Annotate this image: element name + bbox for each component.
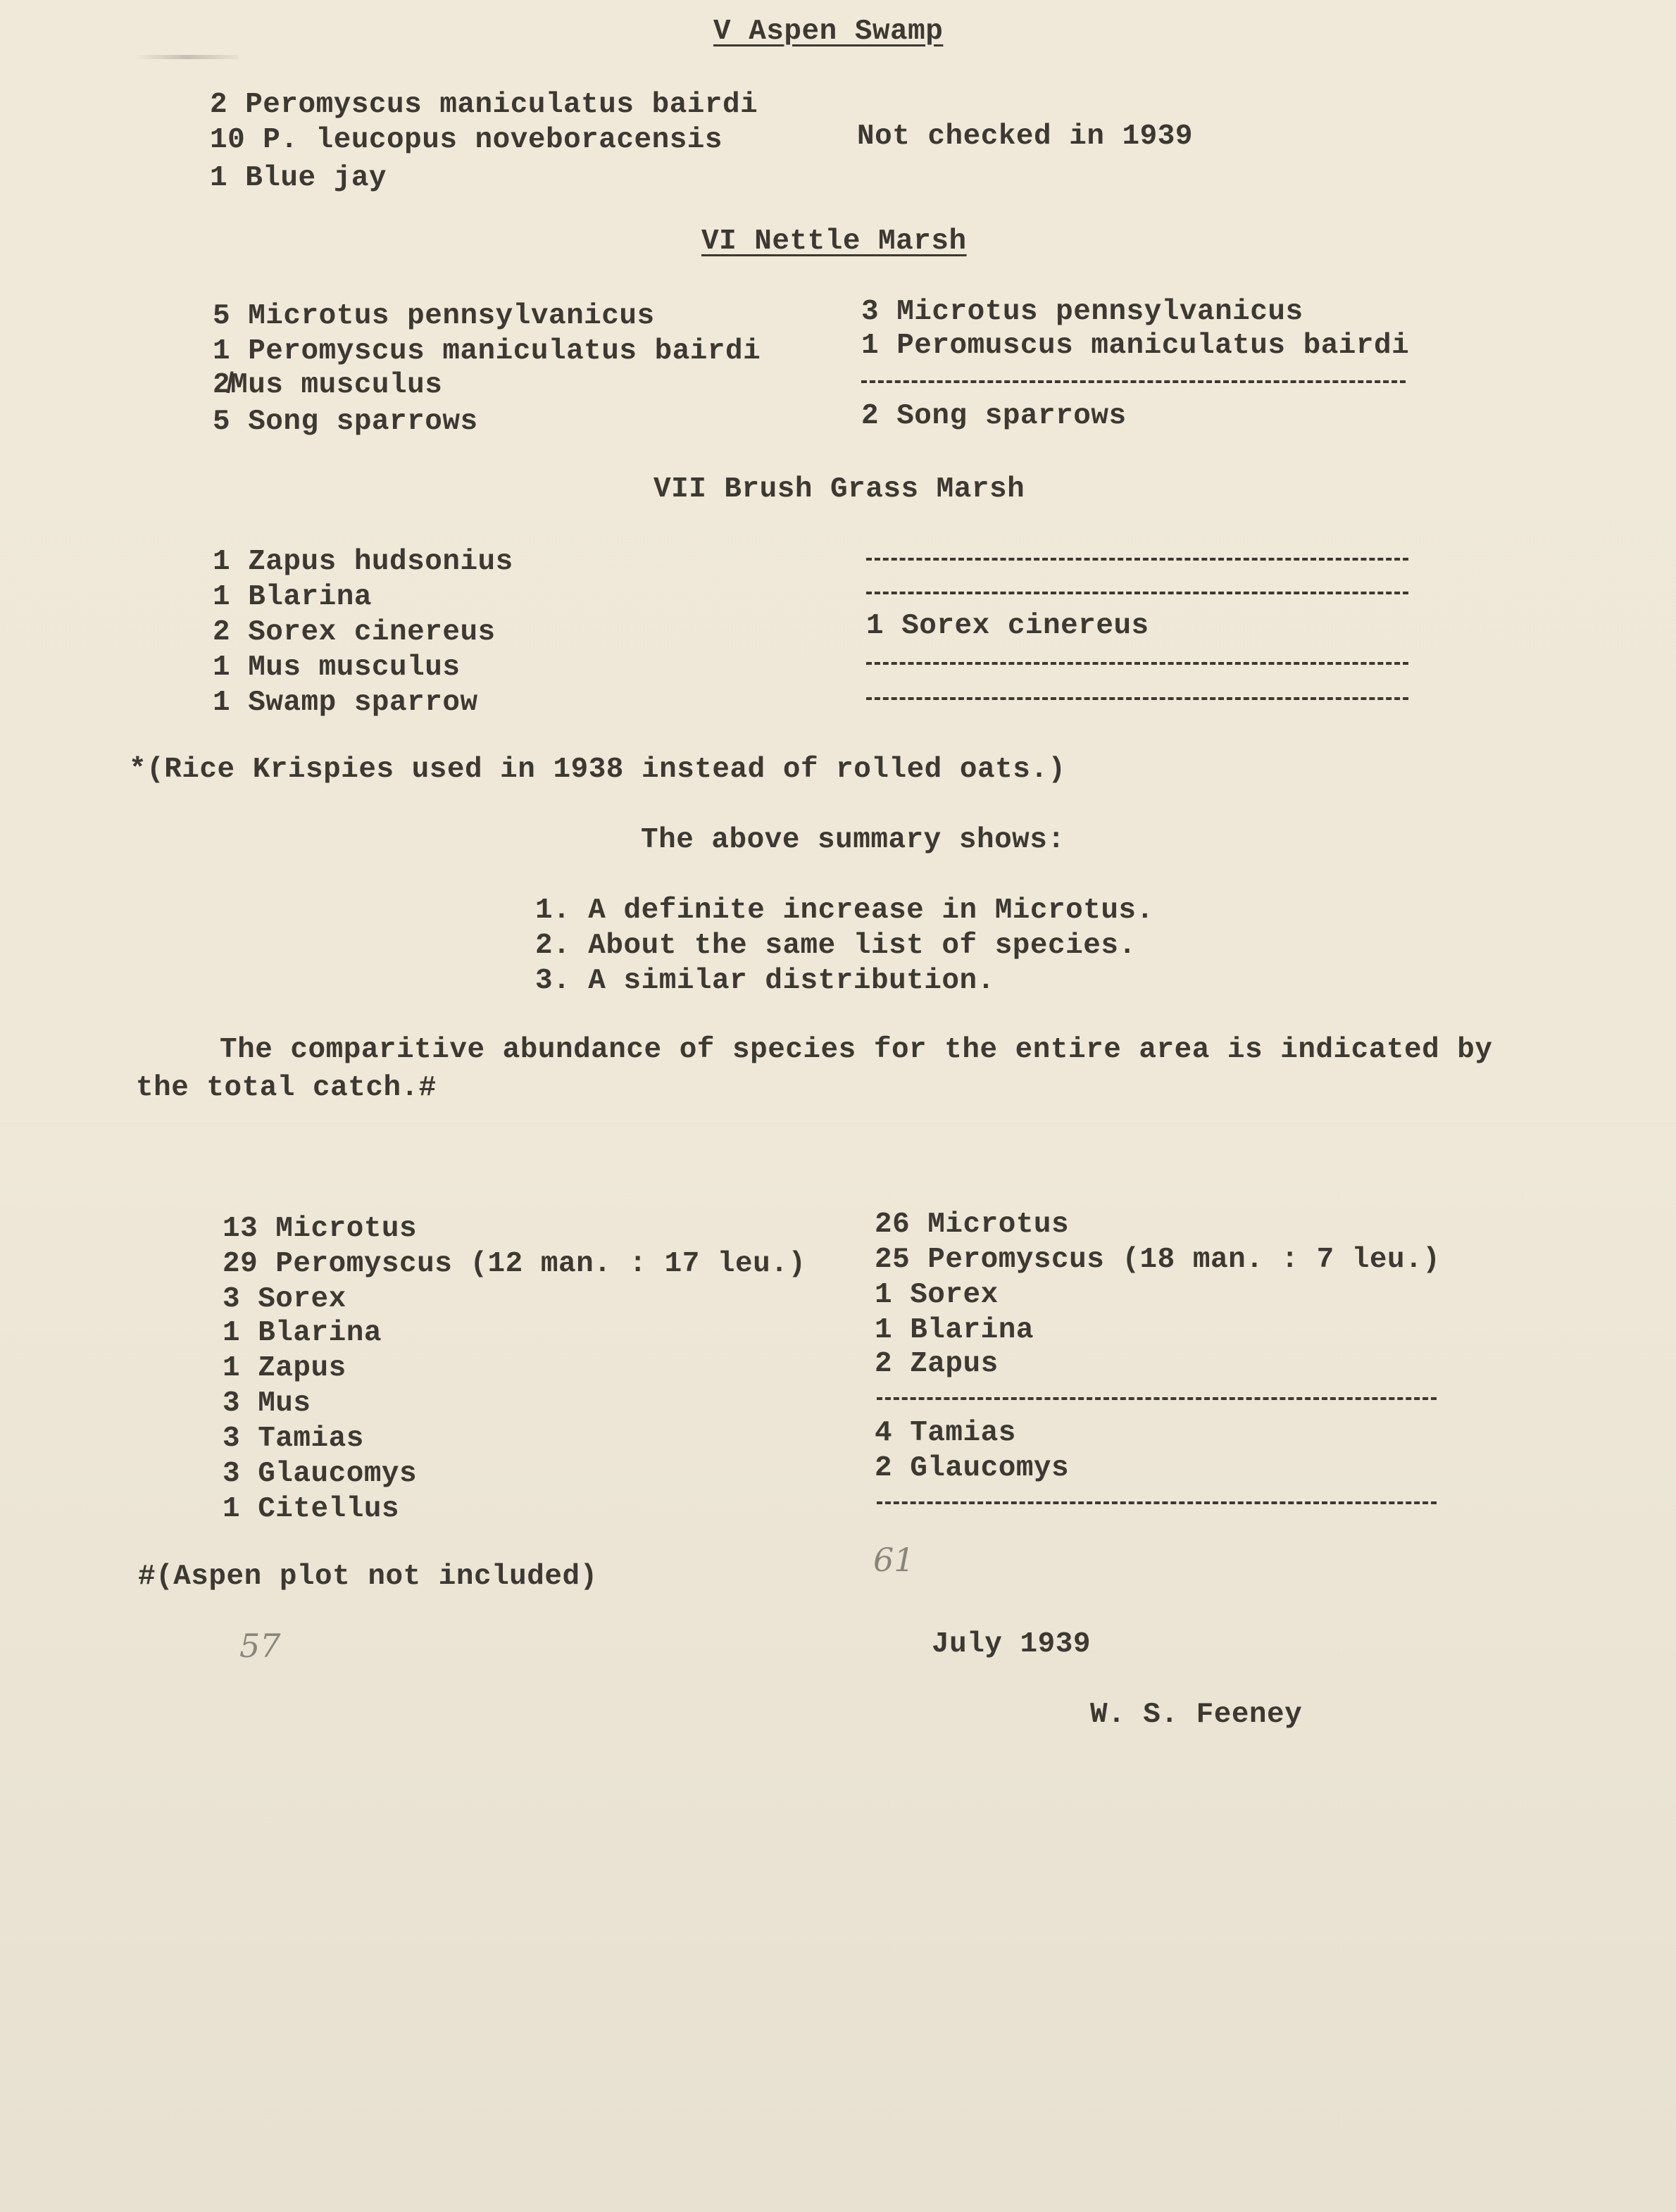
nettle-left-4: 5 Song sparrows bbox=[213, 406, 478, 438]
total-left-5: 1 Zapus bbox=[223, 1352, 346, 1385]
total-right-dash-6 bbox=[877, 1397, 1437, 1400]
brush-left-1: 1 Zapus hudsonius bbox=[213, 546, 513, 578]
heading-brush-grass-marsh: VII Brush Grass Marsh bbox=[653, 473, 1025, 506]
paper-mark bbox=[134, 55, 239, 59]
total-right-1: 26 Microtus bbox=[875, 1208, 1070, 1241]
total-right-8: 2 Glaucomys bbox=[875, 1452, 1070, 1485]
brush-left-2: 1 Blarina bbox=[213, 581, 372, 613]
footnote-aspen-not-included: #(Aspen plot not included) bbox=[138, 1561, 598, 1593]
signoff-author: W. S. Feeney bbox=[1090, 1699, 1303, 1731]
paragraph-line-1: The comparitive abundance of species for the entire area is indicated by bbox=[220, 1034, 1493, 1066]
total-right-5: 2 Zapus bbox=[875, 1348, 999, 1380]
handwritten-right-total: 61 bbox=[873, 1541, 915, 1579]
aspen-not-checked: Not checked in 1939 bbox=[857, 120, 1193, 153]
nettle-right-4: 2 Song sparrows bbox=[861, 400, 1127, 432]
total-left-8: 3 Glaucomys bbox=[223, 1458, 418, 1490]
brush-right-3: 1 Sorex cinereus bbox=[866, 610, 1149, 642]
heading-nettle-marsh: VI Nettle Marsh bbox=[701, 225, 967, 258]
total-left-2: 29 Peromyscus (12 man. : 17 leu.) bbox=[223, 1248, 806, 1280]
handwritten-left-total: 57 bbox=[239, 1627, 281, 1665]
total-left-7: 3 Tamias bbox=[223, 1423, 364, 1455]
total-left-4: 1 Blarina bbox=[223, 1317, 382, 1349]
total-right-dash-9 bbox=[877, 1501, 1437, 1504]
summary-point-1: 1. A definite increase in Microtus. bbox=[535, 894, 1154, 927]
total-left-1: 13 Microtus bbox=[223, 1213, 418, 1245]
signoff-date: July 1939 bbox=[932, 1628, 1091, 1661]
total-right-2: 25 Peromyscus (18 man. : 7 leu.) bbox=[875, 1244, 1441, 1276]
nettle-left-2: 1 Peromyscus maniculatus bairdi bbox=[213, 335, 761, 368]
aspen-left-2: 10 P. leucopus noveboracensis bbox=[210, 124, 723, 156]
brush-left-4: 1 Mus musculus bbox=[213, 651, 461, 684]
total-right-3: 1 Sorex bbox=[875, 1279, 999, 1311]
total-right-4: 1 Blarina bbox=[875, 1314, 1034, 1346]
paper-fold bbox=[0, 1123, 1676, 1125]
total-left-6: 3 Mus bbox=[223, 1387, 311, 1420]
total-left-3: 3 Sorex bbox=[223, 1283, 346, 1316]
summary-intro: The above summary shows: bbox=[641, 824, 1065, 856]
brush-right-dash-4 bbox=[866, 662, 1408, 665]
total-left-9: 1 Citellus bbox=[223, 1493, 400, 1525]
brush-right-dash-5 bbox=[866, 697, 1408, 700]
brush-left-5: 1 Swamp sparrow bbox=[213, 687, 478, 719]
nettle-right-2: 1 Peromuscus maniculatus bairdi bbox=[861, 330, 1410, 362]
nettle-left-3: 2̸Mus musculus bbox=[213, 369, 443, 401]
aspen-left-1: 2 Peromyscus maniculatus bairdi bbox=[210, 89, 758, 121]
brush-right-dash-2 bbox=[866, 592, 1408, 594]
brush-left-3: 2 Sorex cinereus bbox=[213, 616, 496, 649]
nettle-right-1: 3 Microtus pennsylvanicus bbox=[861, 296, 1303, 328]
heading-aspen-swamp: V Aspen Swamp bbox=[713, 15, 944, 48]
summary-point-2: 2. About the same list of species. bbox=[535, 930, 1137, 962]
aspen-left-3: 1 Blue jay bbox=[210, 162, 387, 194]
paragraph-line-2: the total catch.# bbox=[136, 1072, 437, 1104]
nettle-right-dash bbox=[861, 380, 1406, 383]
footnote-rice-krispies: *(Rice Krispies used in 1938 instead of rolled oats.) bbox=[129, 754, 1066, 786]
summary-point-3: 3. A similar distribution. bbox=[535, 965, 995, 997]
brush-right-dash-1 bbox=[866, 558, 1408, 561]
nettle-left-1: 5 Microtus pennsylvanicus bbox=[213, 300, 655, 332]
total-right-7: 4 Tamias bbox=[875, 1417, 1016, 1449]
